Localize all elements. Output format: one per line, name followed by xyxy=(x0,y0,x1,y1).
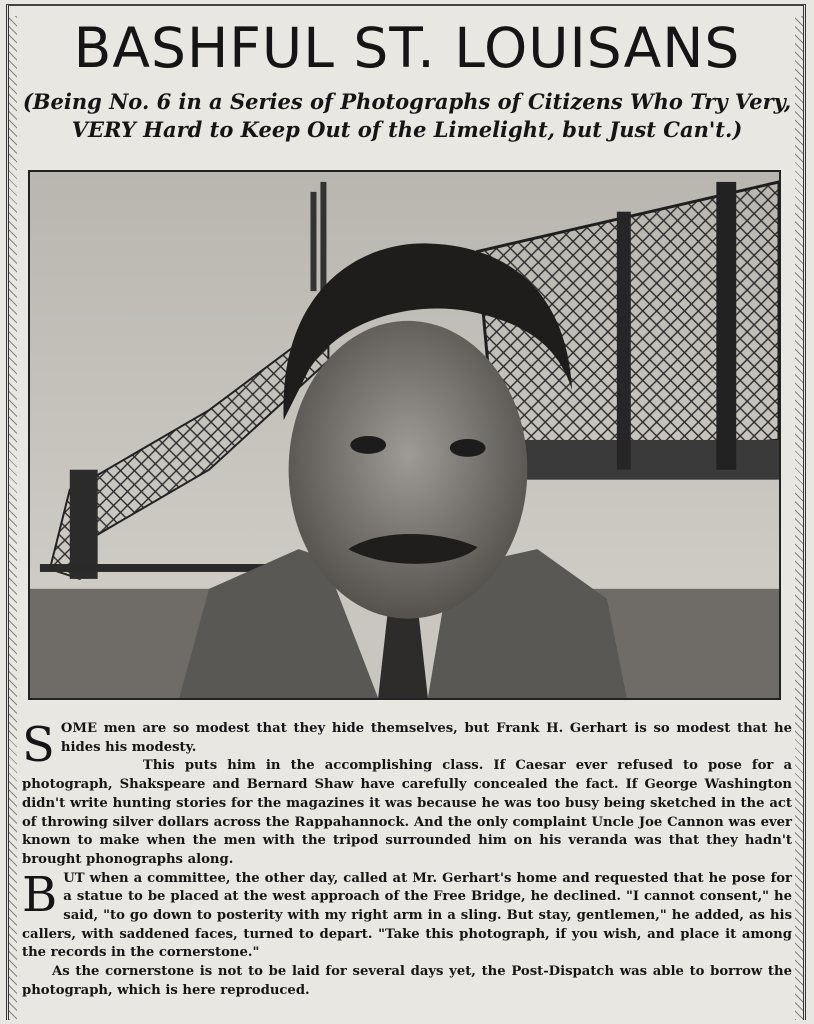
drop-cap-s: S xyxy=(22,717,55,773)
left-ornament-border xyxy=(9,16,17,1020)
subheadline xyxy=(10,88,804,144)
article-paragraph-3 xyxy=(22,866,792,964)
right-ornament-border xyxy=(795,16,803,1020)
paragraph-3-text: UT when a committee, the other day, called at Mr. Gerhart's home and requested that he pose for a statue to be placed at the west approach of the Free Bridge, he declined. "I cannot consent," he said, "to go down to posterity with my right arm in a sling. But stay, gentlemen," he added, as his callers, with saddened faces, turned to depart. "Take this photograph, if you wish, and place it among the records in the cornerstone." xyxy=(22,870,792,961)
article-paragraph-1 xyxy=(22,717,792,773)
drop-cap-b: B xyxy=(22,866,58,923)
photo-bridge-and-man xyxy=(30,172,779,698)
article-body xyxy=(22,717,792,1001)
article-paragraph-2: This puts him in the accomplishing class. If Caesar ever refused to pose for a photograph, Shakspeare and Bernard Shaw have carefully concealed the fact. If George Washington didn't write hunting stories for the magazines it was because he was too busy being sketched in the act of throwing silver dollars across the Rappahannock. And the only complaint Uncle Joe Cannon was ever known to make when the men with the tripod surrounded him on his veranda was that they hadn't brought phonographs along. xyxy=(22,758,792,867)
article-paragraph-4: As the cornerstone is not to be laid for several days yet, the Post-Dispatch was able to borrow the photograph, which is here reproduced. xyxy=(22,964,792,998)
subheadline-line-2: VERY Hard to Keep Out of the Limelight, but Just Can't.) xyxy=(71,117,743,142)
subheadline-line-1: (Being No. 6 in a Series of Photographs of Citizens Who Try Very, xyxy=(22,89,792,114)
headline: BASHFUL ST. LOUISANS xyxy=(73,16,741,80)
portrait-photograph xyxy=(28,170,781,700)
paragraph-1-text: OME men are so modest that they hide themselves, but Frank H. Gerhart is so modest that he hides his modesty. xyxy=(60,721,792,755)
